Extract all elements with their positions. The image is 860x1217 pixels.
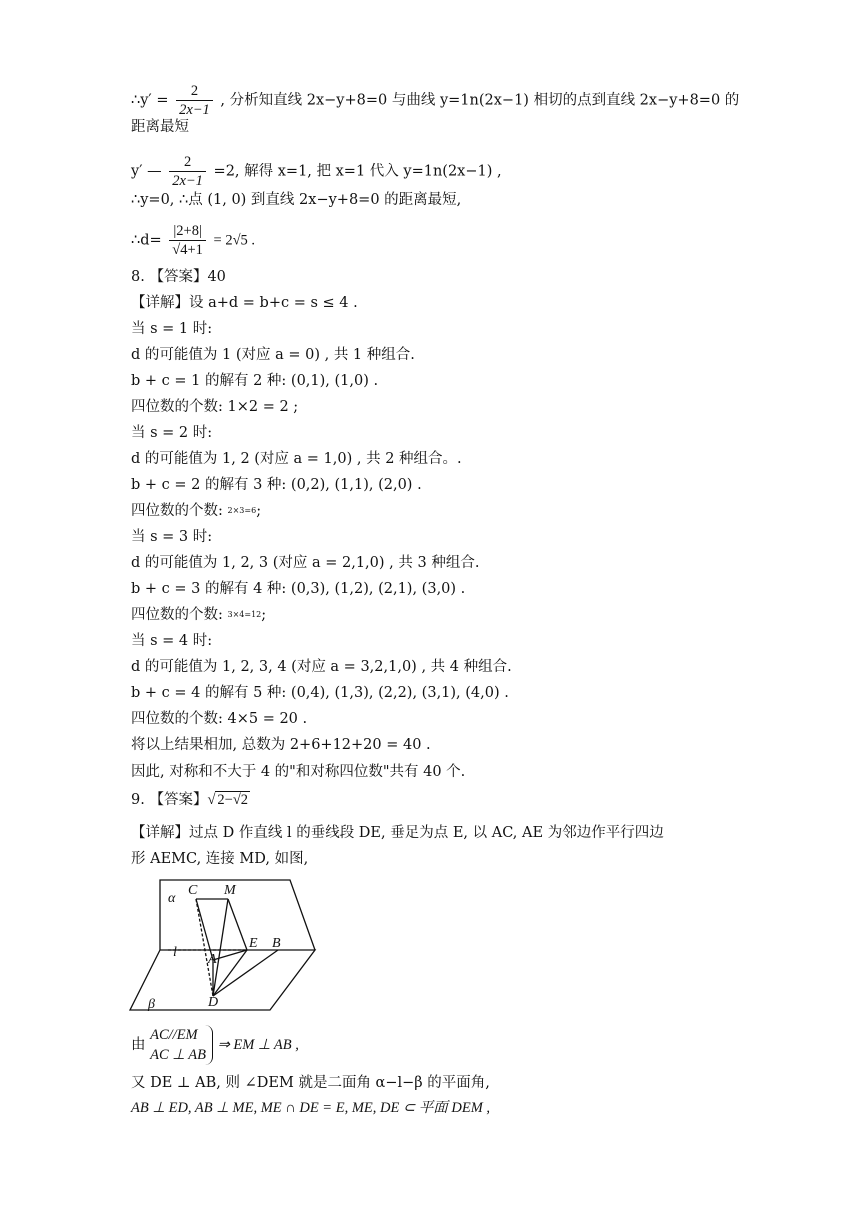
line-20: 当 s = 4 时: (131, 633, 213, 649)
text: 四位数的个数: (131, 607, 223, 623)
answer-9 (131, 790, 250, 810)
line-5 (131, 222, 255, 259)
line-22: b + c = 4 的解有 5 种: (0,4), (1,3), (2,2), (3,1), (4,0) . (131, 685, 509, 701)
text: ; (261, 607, 267, 623)
label-l: l (173, 945, 177, 960)
line-17: d 的可能值为 1, 2, 3 (对应 a = 2,1,0) , 共 3 种组合. (131, 555, 480, 571)
line-15 (131, 501, 261, 521)
line-11: 四位数的个数: 1×2 = 2 ; (131, 399, 299, 415)
plane-beta-edge (130, 950, 315, 1010)
text: y′ — (131, 163, 162, 180)
label-B: B (272, 936, 281, 951)
text: ⇒ EM ⊥ AB , (217, 1037, 299, 1053)
line-30: 又 DE ⊥ AB, 则 ∠DEM 就是二面角 α−l−β 的平面角, (131, 1075, 490, 1091)
text: 由 (131, 1037, 146, 1053)
fraction (176, 82, 213, 119)
radicand: 2−√2 (217, 792, 249, 808)
line-16: 当 s = 3 时: (131, 529, 213, 545)
condition-1: AC//EM (150, 1027, 198, 1043)
plane-alpha-edge (160, 880, 315, 950)
line-4: ∴y=0, ∴点 (1, 0) 到直线 2x−y+8=0 的距离最短, (131, 192, 462, 208)
text: ∴d= (131, 232, 162, 249)
line-21: d 的可能值为 1, 2, 3, 4 (对应 a = 3,2,1,0) , 共 4 种组合. (131, 659, 512, 675)
line-8: 当 s = 1 时: (131, 321, 213, 337)
text: =2, 解得 x=1, 把 x=1 代入 y=1n(2x−1) , (213, 163, 502, 180)
text: , 分析知直线 2x−y+8=0 与曲线 y=1n(2x−1) 相切的点到直线 2x−y+8=0 的 (220, 92, 740, 109)
tiny-formula: 2×3=6 (227, 506, 257, 515)
line-29 (131, 1025, 299, 1065)
numerator: 2 (169, 153, 206, 172)
condition-2: AC ⊥ AB (150, 1047, 206, 1063)
fraction (169, 153, 206, 190)
line-12: 当 s = 2 时: (131, 425, 213, 441)
answer-8: 8. 【答案】40 (131, 269, 226, 285)
brace-conditions (150, 1025, 213, 1065)
line-25: 因此, 对称和不大于 4 的"和对称四位数"共有 40 个. (131, 764, 466, 780)
label-E: E (249, 936, 258, 951)
label-alpha: α (168, 891, 176, 906)
line-13: d 的可能值为 1, 2 (对应 a = 1,0) , 共 2 种组合。. (131, 451, 462, 467)
label-M: M (224, 883, 236, 898)
fraction (169, 222, 206, 259)
line-28: 形 AEMC, 连接 MD, 如图, (131, 851, 309, 867)
label-beta: β (148, 997, 155, 1012)
line-18: b + c = 3 的解有 4 种: (0,3), (1,2), (2,1), (3,0) . (131, 581, 466, 597)
text: = 2√5 . (213, 232, 256, 249)
line-9: d 的可能值为 1 (对应 a = 0) , 共 1 种组合. (131, 347, 415, 363)
denominator: √4+1 (172, 242, 203, 258)
line-31: AB ⊥ ED, AB ⊥ ME, ME ∩ DE = E, ME, DE ⊂ 平面 DEM , (131, 1100, 491, 1116)
tiny-formula: 3×4=12 (227, 610, 262, 619)
label-A: A (208, 952, 217, 967)
line-23: 四位数的个数: 4×5 = 20 . (131, 711, 308, 727)
line-24: 将以上结果相加, 总数为 2+6+12+20 = 40 . (131, 737, 431, 753)
text: 四位数的个数: (131, 503, 223, 519)
line-19 (131, 605, 266, 625)
label-D: D (208, 995, 219, 1010)
detail-9: 【详解】过点 D 作直线 l 的垂线段 DE, 垂足为点 E, 以 AC, AE 为邻边作平行四边 (131, 825, 664, 841)
text: 9. 【答案】 (131, 792, 208, 808)
line-3 (131, 153, 502, 190)
line-derivative (131, 82, 739, 119)
denominator: 2x−1 (179, 102, 210, 118)
line-14: b + c = 2 的解有 3 种: (0,2), (1,1), (2,0) . (131, 477, 422, 493)
numerator: |2+8| (169, 222, 206, 241)
line-2: 距离最短 (131, 119, 189, 135)
line-10: b + c = 1 的解有 2 种: (0,1), (1,0) . (131, 373, 379, 389)
numerator: 2 (176, 82, 213, 101)
radical-sign: √ (207, 792, 216, 808)
denominator: 2x−1 (172, 173, 203, 189)
detail-8: 【详解】设 a+d = b+c = s ≤ 4 . (131, 295, 358, 311)
dihedral-figure (128, 872, 323, 1017)
text: ∴y′ = (131, 92, 169, 109)
text: ; (256, 503, 262, 519)
label-C: C (188, 883, 198, 898)
